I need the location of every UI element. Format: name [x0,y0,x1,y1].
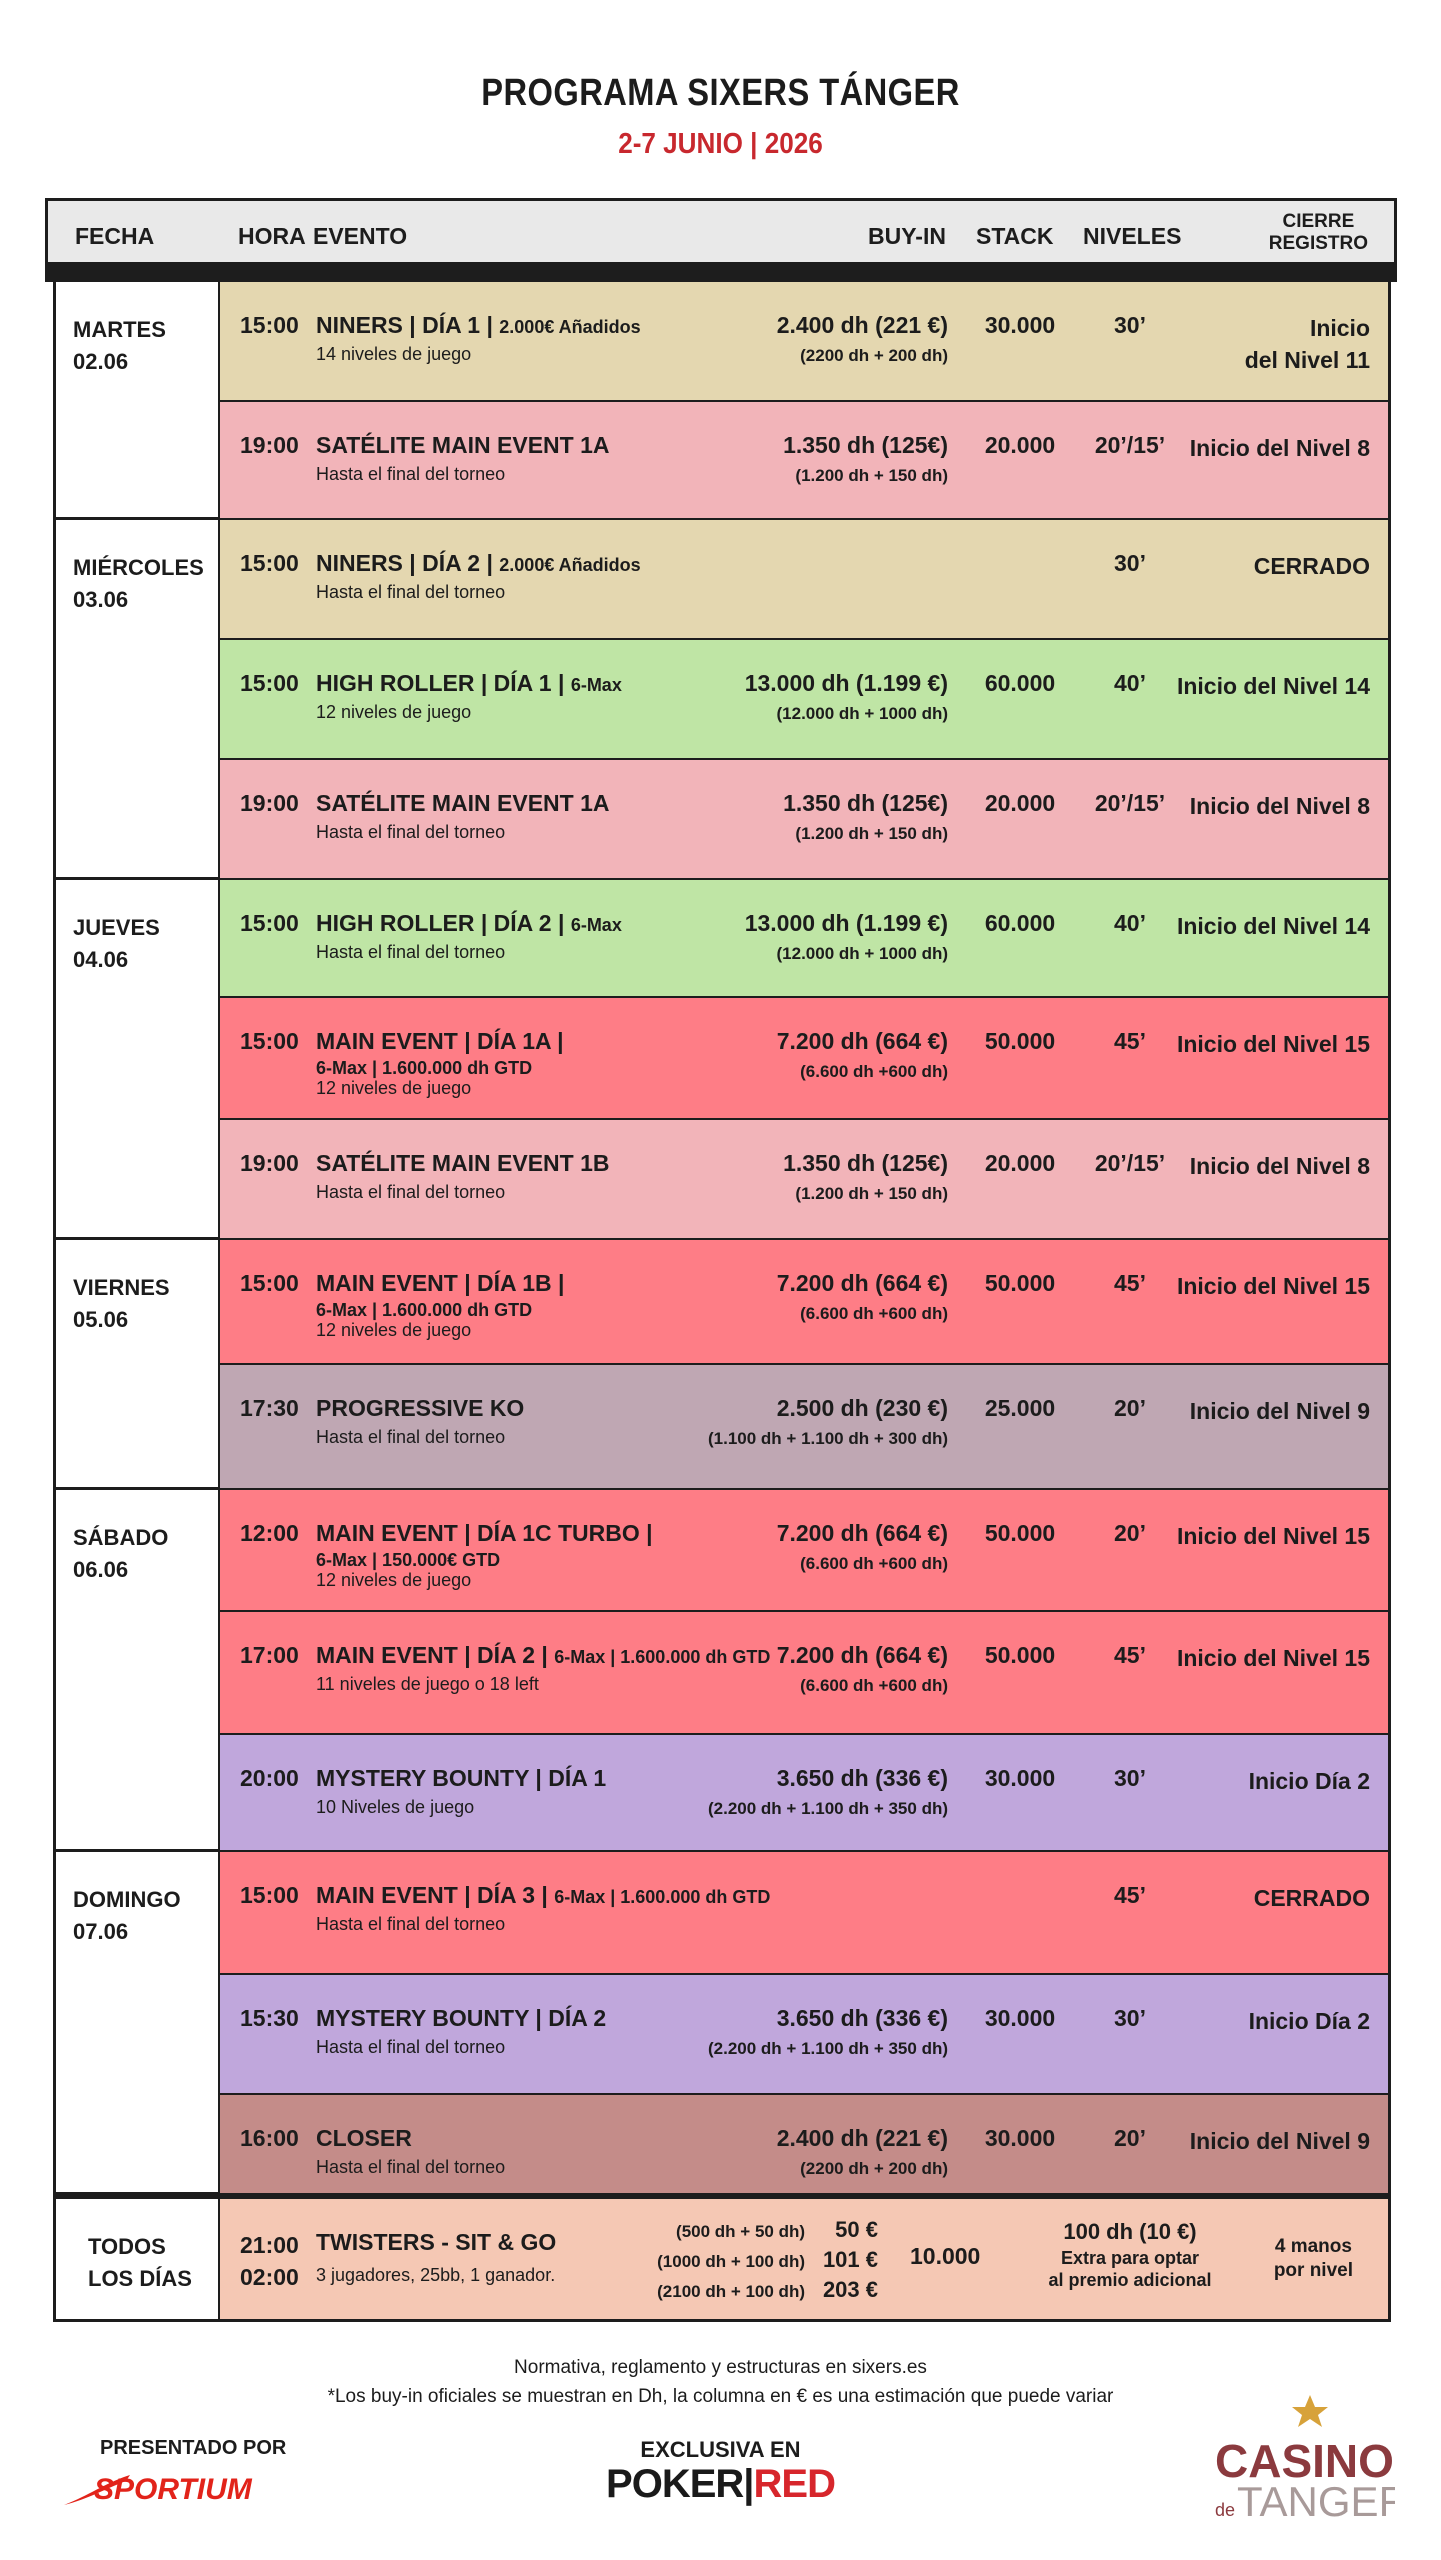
event-detail: 6-Max | 1.600.000 dh GTD [316,1300,533,1320]
event-time: 15:00 [240,1028,299,1054]
event-row [218,282,1388,402]
event-niveles: 40’ [1114,670,1146,696]
event-time: 15:00 [240,550,299,576]
event-cierre: Inicio del Nivel 9 [1189,2128,1370,2154]
day-cell [53,282,218,520]
twister-buyin-2-eur: 101 € [822,2247,878,2272]
twister-buyin-1-dh: (500 dh + 50 dh) [676,2222,805,2241]
day-name: MIÉRCOLES [73,555,204,580]
twister-niveles-1: 100 dh (10 €) [1063,2219,1197,2244]
event-time: 17:00 [240,1642,299,1668]
event-cierre: Inicio del Nivel 15 [1176,1645,1370,1671]
event-stack: 30.000 [984,2125,1056,2151]
event-niveles: 30’ [1114,312,1146,338]
event-sub: Hasta el final del torneo [316,822,506,842]
event-row [218,402,1388,520]
event-name: MAIN EVENT | DÍA 3 | 6-Max | 1.600.000 dh GTD [316,1882,771,1908]
event-stack: 30.000 [984,1765,1056,1791]
event-buyin: 1.350 dh (125€) [783,432,948,458]
day-cell [53,880,218,1240]
event-time: 15:00 [240,910,299,936]
event-row [218,1612,1388,1735]
twister-stack: 10.000 [910,2243,981,2269]
event-time: 20:00 [240,1765,299,1791]
event-buyin-breakdown: (2.200 dh + 1.100 dh + 350 dh) [708,1799,948,1818]
event-buyin: 7.200 dh (664 €) [776,1642,948,1668]
casino-tanger-logo [1215,2395,1395,2520]
event-name-extra: 2.000€ Añadidos [499,317,641,337]
event-cierre: CERRADO [1253,553,1370,579]
event-name-extra: 2.000€ Añadidos [499,555,641,575]
event-name: MYSTERY BOUNTY | DÍA 1 [316,1765,607,1791]
event-buyin-breakdown: (2.200 dh + 1.100 dh + 350 dh) [708,2039,948,2058]
header-evento: EVENTO [313,223,408,249]
event-stack: 20.000 [984,432,1056,458]
event-name: CLOSER [316,2125,412,2151]
event-buyin-breakdown: (6.600 dh +600 dh) [800,1554,948,1573]
day-date: 05.06 [73,1307,129,1332]
twister-niveles-3: al premio adicional [1048,2270,1212,2290]
twister-sub: 3 jugadores, 25bb, 1 ganador. [316,2265,556,2285]
event-name: HIGH ROLLER | DÍA 1 | 6-Max [316,670,622,696]
event-row [218,1240,1388,1365]
day-cell [53,1490,218,1852]
footer-disclaimer: *Los buy-in oficiales se muestran en Dh, la columna en € es una estimación que puede variar [327,2386,1114,2407]
event-niveles: 45’ [1114,1028,1146,1054]
day-date: 03.06 [73,587,129,612]
event-sub: 12 niveles de juego [316,1078,472,1098]
twister-row [218,2195,1391,2322]
event-time: 15:00 [240,670,299,696]
event-buyin-breakdown: (1.200 dh + 150 dh) [795,466,948,485]
event-cierre: Inicio del Nivel 8 [1189,435,1370,461]
event-buyin: 1.350 dh (125€) [783,1150,948,1176]
pokerred-logo: POKER|RED [606,2462,835,2506]
event-name: MAIN EVENT | DÍA 1C TURBO | [316,1520,653,1546]
event-stack: 30.000 [984,2005,1056,2031]
event-stack: 50.000 [984,1520,1056,1546]
event-cierre: Inicio del Nivel 14 [1176,673,1370,699]
day-cell [53,520,218,880]
day-name: MARTES [73,317,166,342]
event-sub: 14 niveles de juego [316,344,472,364]
event-name: SATÉLITE MAIN EVENT 1A [316,790,610,816]
event-cierre: Inicio del Nivel 11 [1244,315,1370,373]
event-sub: 12 niveles de juego [316,1320,472,1340]
event-sub: 10 Niveles de juego [316,1797,475,1817]
event-cierre: Inicio del Nivel 8 [1189,793,1370,819]
event-sub: Hasta el final del torneo [316,1182,506,1202]
event-row [218,1975,1388,2095]
day-date: 06.06 [73,1557,129,1582]
event-cierre: Inicio del Nivel 15 [1176,1273,1370,1299]
event-cierre: Inicio Día 2 [1248,2008,1370,2034]
event-cierre: Inicio del Nivel 14 [1176,913,1370,939]
event-sub: 12 niveles de juego [316,1570,472,1590]
day-todos [53,2195,218,2322]
event-time: 15:00 [240,312,299,338]
event-stack: 20.000 [984,790,1056,816]
event-buyin-breakdown: (1.100 dh + 1.100 dh + 300 dh) [708,1429,948,1448]
event-name: SATÉLITE MAIN EVENT 1A [316,432,610,458]
event-name: MAIN EVENT | DÍA 1B | [316,1270,565,1296]
event-buyin: 3.650 dh (336 €) [776,1765,948,1791]
day-name: DOMINGO [73,1887,181,1912]
header-stack: STACK [976,223,1054,249]
event-time: 17:30 [240,1395,299,1421]
twister-name: TWISTERS - SIT & GO [316,2229,557,2255]
event-name-extra: 6-Max | 1.600.000 dh GTD [554,1887,771,1907]
event-niveles: 20’/15’ [1094,790,1166,816]
twister-buyin-2-dh: (1000 dh + 100 dh) [657,2252,805,2271]
header-cierre: CIERRE REGISTRO [1268,211,1368,254]
event-name-extra: 6-Max [570,915,622,935]
event-stack: 60.000 [984,670,1056,696]
table-header [45,198,1397,264]
twister-buyin-3-dh: (2100 dh + 100 dh) [657,2282,805,2301]
event-stack: 30.000 [984,312,1056,338]
event-cierre: Inicio del Nivel 15 [1176,1523,1370,1549]
event-time: 15:30 [240,2005,299,2031]
event-niveles: 20’/15’ [1094,1150,1166,1176]
event-row [218,1735,1388,1852]
header-fecha: FECHA [75,223,155,249]
event-time: 15:00 [240,1882,299,1908]
twister-cierre-2: por nivel [1273,2260,1353,2281]
event-time: 19:00 [240,790,299,816]
event-cierre: Inicio del Nivel 8 [1189,1153,1370,1179]
event-sub: Hasta el final del torneo [316,1427,506,1447]
event-sub: 12 niveles de juego [316,702,472,722]
event-name-extra: 6-Max [570,675,622,695]
event-niveles: 45’ [1114,1270,1146,1296]
event-name: NINERS | DÍA 1 | 2.000€ Añadidos [316,312,641,338]
event-time: 15:00 [240,1270,299,1296]
event-niveles: 20’ [1114,2125,1146,2151]
event-buyin: 1.350 dh (125€) [783,790,948,816]
svg-text:CASINO: CASINO [1215,2435,1394,2487]
event-name: HIGH ROLLER | DÍA 2 | 6-Max [316,910,622,936]
header-bar [45,262,1397,282]
event-sub: Hasta el final del torneo [316,2157,506,2177]
twister-time-1: 21:00 [240,2232,299,2258]
svg-text:de: de [1215,2500,1236,2520]
footer-normativa: Normativa, reglamento y estructuras en sixers.es [514,2357,927,2378]
event-buyin-breakdown: (12.000 dh + 1000 dh) [776,704,948,723]
event-time: 19:00 [240,432,299,458]
twister-niveles-2: Extra para optar [1060,2248,1200,2268]
event-name: MYSTERY BOUNTY | DÍA 2 [316,2005,607,2031]
event-stack: 20.000 [984,1150,1056,1176]
event-row [218,2095,1388,2195]
day-name: JUEVES [73,915,160,940]
event-buyin: 13.000 dh (1.199 €) [744,910,948,936]
event-niveles: 30’ [1114,1765,1146,1791]
svg-text:TANGER: TANGER [1237,2478,1395,2520]
page-subtitle: 2-7 JUNIO | 2026 [618,128,823,160]
event-buyin-breakdown: (1.200 dh + 150 dh) [795,824,948,843]
event-row [218,1365,1388,1490]
event-row [218,998,1388,1120]
event-niveles: 30’ [1114,2005,1146,2031]
event-sub: Hasta el final del torneo [316,1914,506,1934]
event-name: NINERS | DÍA 2 | 2.000€ Añadidos [316,550,641,576]
event-cierre: Inicio del Nivel 9 [1189,1398,1370,1424]
event-stack: 50.000 [984,1270,1056,1296]
event-buyin: 7.200 dh (664 €) [776,1028,948,1054]
day-date: 04.06 [73,947,129,972]
event-name-extra: 6-Max | 1.600.000 dh GTD [554,1647,771,1667]
event-sub: Hasta el final del torneo [316,2037,506,2057]
event-buyin-breakdown: (2200 dh + 200 dh) [800,346,948,365]
svg-text:SPORTIUM: SPORTIUM [94,2473,252,2506]
event-stack: 60.000 [984,910,1056,936]
event-buyin-breakdown: (6.600 dh +600 dh) [800,1676,948,1695]
event-time: 19:00 [240,1150,299,1176]
header-hora: HORA [238,223,306,249]
event-buyin-breakdown: (6.600 dh +600 dh) [800,1304,948,1323]
event-stack: 50.000 [984,1642,1056,1668]
twister-buyin-1-eur: 50 € [835,2217,878,2242]
event-time: 12:00 [240,1520,299,1546]
event-row [218,520,1388,640]
event-sub: 11 niveles de juego o 18 left [316,1674,539,1694]
event-niveles: 40’ [1114,910,1146,936]
twister-cierre-1: 4 manos [1274,2236,1352,2257]
exclusiva-label: EXCLUSIVA EN [640,2437,801,2462]
day-cell [53,1852,218,2195]
event-buyin: 2.500 dh (230 €) [776,1395,948,1421]
event-buyin: 13.000 dh (1.199 €) [744,670,948,696]
page-title: PROGRAMA SIXERS TÁNGER [481,72,960,114]
day-name: VIERNES [73,1275,170,1300]
event-row [218,1852,1388,1975]
event-detail: 6-Max | 1.600.000 dh GTD [316,1058,533,1078]
event-stack: 50.000 [984,1028,1056,1054]
twister-buyin-3-eur: 203 € [822,2277,878,2302]
event-buyin: 3.650 dh (336 €) [776,2005,948,2031]
presented-by-label: PRESENTADO POR [100,2437,287,2459]
event-buyin-breakdown: (6.600 dh +600 dh) [800,1062,948,1081]
day-todos-label-1: TODOS [88,2234,166,2259]
event-row [218,760,1388,880]
twister-time-2: 02:00 [240,2264,299,2290]
event-buyin: 2.400 dh (221 €) [776,312,948,338]
event-niveles: 20’/15’ [1094,432,1166,458]
event-row [218,880,1388,998]
event-buyin-breakdown: (12.000 dh + 1000 dh) [776,944,948,963]
event-detail: 6-Max | 150.000€ GTD [316,1550,501,1570]
event-buyin-breakdown: (1.200 dh + 150 dh) [795,1184,948,1203]
event-stack: 25.000 [984,1395,1056,1421]
event-sub: Hasta el final del torneo [316,582,506,602]
event-cierre: Inicio del Nivel 15 [1176,1031,1370,1057]
event-name: MAIN EVENT | DÍA 1A | [316,1028,564,1054]
event-niveles: 20’ [1114,1395,1146,1421]
event-buyin-breakdown: (2200 dh + 200 dh) [800,2159,948,2178]
event-cierre: CERRADO [1253,1885,1370,1911]
day-date: 07.06 [73,1919,129,1944]
day-name: SÁBADO [73,1525,169,1550]
event-niveles: 45’ [1114,1882,1146,1908]
event-row [218,1490,1388,1612]
event-name: PROGRESSIVE KO [316,1395,525,1421]
day-todos-label-2: LOS DÍAS [88,2266,192,2291]
event-niveles: 20’ [1114,1520,1146,1546]
event-row [218,1120,1388,1240]
event-buyin: 7.200 dh (664 €) [776,1520,948,1546]
event-name: SATÉLITE MAIN EVENT 1B [316,1150,610,1176]
header-niveles: NIVELES [1083,223,1182,249]
event-cierre: Inicio Día 2 [1248,1768,1370,1794]
event-row [218,640,1388,760]
event-niveles: 30’ [1114,550,1146,576]
day-date: 02.06 [73,349,129,374]
event-buyin: 7.200 dh (664 €) [776,1270,948,1296]
event-niveles: 45’ [1114,1642,1146,1668]
event-sub: Hasta el final del torneo [316,942,506,962]
day-cell [53,1240,218,1490]
event-sub: Hasta el final del torneo [316,464,506,484]
event-time: 16:00 [240,2125,299,2151]
event-buyin: 2.400 dh (221 €) [776,2125,948,2151]
header-buyin: BUY-IN [868,223,946,249]
event-name: MAIN EVENT | DÍA 2 | 6-Max | 1.600.000 dh GTD [316,1642,771,1668]
